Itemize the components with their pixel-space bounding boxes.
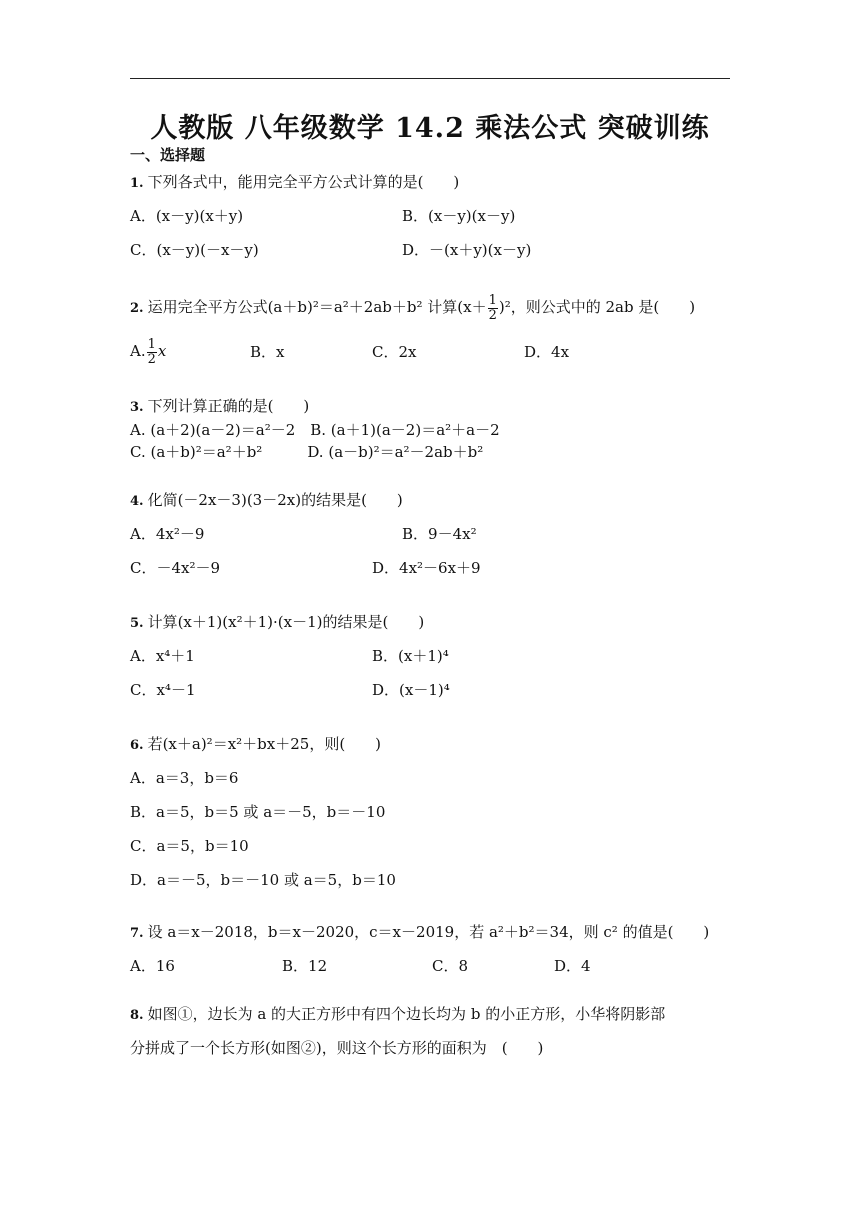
question-number: 7. bbox=[130, 926, 144, 941]
q2-option-b: B．x bbox=[250, 343, 285, 361]
question-number: 3. bbox=[130, 400, 144, 415]
question-stem: 化简(－2x－3)(3－2x)的结果是( ) bbox=[147, 491, 403, 509]
q4-option-b: B．9－4x² bbox=[402, 525, 477, 543]
q4-option-d: D．4x²－6x＋9 bbox=[372, 559, 481, 577]
q7-option-c: C．8 bbox=[432, 957, 469, 975]
question-stem-line-2: 分拼成了一个长方形(如图②)，则这个长方形的面积为 ( ) bbox=[130, 1039, 544, 1057]
q5-option-b: B．(x＋1)⁴ bbox=[372, 647, 449, 665]
question-7 bbox=[130, 922, 709, 944]
question-3 bbox=[130, 396, 309, 418]
page-title: 人教版 八年级数学 14.2 乘法公式 突破训练 bbox=[150, 113, 710, 144]
question-stem: 计算(x＋1)(x²＋1)·(x－1)的结果是( ) bbox=[147, 613, 425, 631]
q6-option-a: A．a＝3，b＝6 bbox=[130, 769, 239, 787]
q6-option-c: C．a＝5，b＝10 bbox=[130, 837, 249, 855]
q1-option-c: C．(x－y)(－x－y) bbox=[130, 241, 259, 259]
fraction-denominator: 2 bbox=[488, 307, 497, 323]
q6-option-b: B．a＝5，b＝5 或 a＝－5，b＝－10 bbox=[130, 803, 386, 821]
q2-option-c: C．2x bbox=[372, 343, 417, 361]
question-stem: 若(x＋a)²＝x²＋bx＋25，则( ) bbox=[147, 735, 382, 753]
q3-options-ab: A. (a＋2)(a－2)＝a²－2 B. (a＋1)(a－2)＝a²＋a－2 bbox=[130, 421, 500, 439]
question-8 bbox=[130, 1004, 665, 1026]
question-stem: 下列各式中，能用完全平方公式计算的是( ) bbox=[147, 173, 460, 191]
q7-option-b: B．12 bbox=[282, 957, 328, 975]
question-number: 5. bbox=[130, 616, 144, 631]
header-rule bbox=[130, 78, 730, 79]
question-1 bbox=[130, 172, 459, 194]
q5-option-a: A．x⁴＋1 bbox=[130, 647, 195, 665]
question-number: 6. bbox=[130, 738, 144, 753]
question-stem-start: 运用完全平方公式(a＋b)²＝a²＋2ab＋b² 计算(x＋ bbox=[147, 298, 487, 316]
question-stem: 设 a＝x－2018，b＝x－2020，c＝x－2019，若 a²＋b²＝34，则 c² 的值是( ) bbox=[147, 923, 710, 941]
question-2 bbox=[130, 292, 695, 324]
fraction-numerator: 1 bbox=[488, 292, 497, 308]
q7-option-a: A．16 bbox=[130, 957, 175, 975]
q2-option-a: A. $\frac{1}{2}$ x bbox=[130, 336, 167, 367]
fraction-half bbox=[488, 294, 498, 323]
question-stem: 下列计算正确的是( ) bbox=[147, 397, 310, 415]
q1-option-a: A．(x－y)(x＋y) bbox=[130, 207, 244, 225]
fraction-half: $\frac{1}{2}$ bbox=[147, 336, 156, 367]
question-number: 8. bbox=[130, 1008, 144, 1023]
q4-option-c: C．－4x²－9 bbox=[130, 559, 221, 577]
question-number: 1. bbox=[130, 176, 144, 191]
q7-option-d: D．4 bbox=[554, 957, 591, 975]
question-6 bbox=[130, 734, 381, 756]
q5-option-d: D．(x－1)⁴ bbox=[372, 681, 450, 699]
q6-option-d: D．a＝－5，b＝－10 或 a＝5，b＝10 bbox=[130, 871, 396, 889]
q1-option-d: D．－(x＋y)(x－y) bbox=[402, 241, 532, 259]
question-stem-line-1: 如图①，边长为 a 的大正方形中有四个边长均为 b 的小正方形，小华将阴影部 bbox=[147, 1005, 666, 1023]
option-value: x bbox=[157, 342, 167, 360]
q4-option-a: A．4x²－9 bbox=[130, 525, 205, 543]
question-4 bbox=[130, 490, 403, 512]
q5-option-c: C．x⁴－1 bbox=[130, 681, 196, 699]
q2-option-d: D．4x bbox=[524, 343, 570, 361]
section-title: 一、选择题 bbox=[130, 146, 206, 164]
question-5 bbox=[130, 612, 424, 634]
question-number: 2. bbox=[130, 301, 144, 316]
q3-options-cd: C. (a＋b)²＝a²＋b² D. (a－b)²＝a²－2ab＋b² bbox=[130, 443, 484, 461]
question-number: 4. bbox=[130, 494, 144, 509]
q1-option-b: B．(x－y)(x－y) bbox=[402, 207, 516, 225]
question-stem-end: )²，则公式中的 2ab 是( ) bbox=[498, 298, 696, 316]
